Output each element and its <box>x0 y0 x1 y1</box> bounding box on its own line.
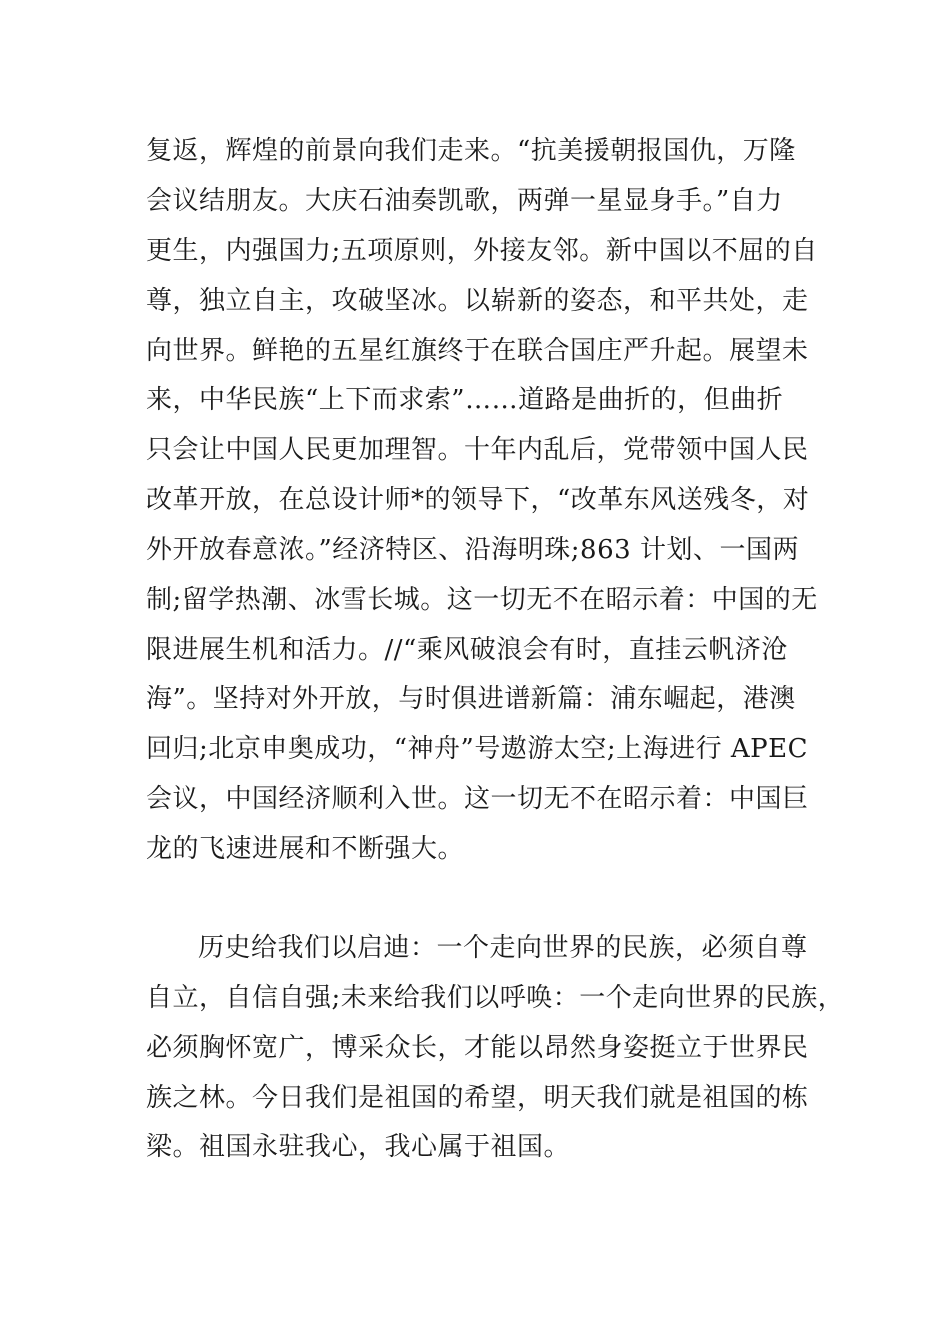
text-line: 更生，内强国力;五项原则，外接友邻。新中国以不屈的自 <box>146 236 818 266</box>
text-line: 复返，辉煌的前景向我们走来。“抗美援朝报国仇，万隆 <box>146 136 796 166</box>
text-line: 会议，中国经济顺利入世。这一切无不在昭示着：中国巨 <box>146 784 809 814</box>
text-line: 向世界。鲜艳的五星红旗终于在联合国庄严升起。展望未 <box>146 336 809 366</box>
text-line: 尊，独立自主，攻破坚冰。以崭新的姿态，和平共处，走 <box>146 286 809 316</box>
text-line: 外开放春意浓。”经济特区、沿海明珠;863 计划、一国两 <box>146 535 799 565</box>
text-line: 改革开放，在总设计师*的领导下，“改革东风送残冬，对 <box>146 485 810 515</box>
text-line: 梁。祖国永驻我心，我心属于祖国。 <box>146 1132 571 1162</box>
text-line: 自立，自信自强;未来给我们以呼唤：一个走向世界的民族， <box>146 983 845 1013</box>
text-line: 只会让中国人民更加理智。十年内乱后，党带领中国人民 <box>146 435 809 465</box>
text-line: 族之林。今日我们是祖国的希望，明天我们就是祖国的栋 <box>146 1083 809 1113</box>
text-line: 海”。坚持对外开放，与时俱进谱新篇：浦东崛起，港澳 <box>146 684 796 714</box>
text-line: 会议结朋友。大庆石油奏凯歌，两弹一星显身手。”自力 <box>146 186 783 216</box>
text-line: 必须胸怀宽广，博采众长，才能以昂然身姿挺立于世界民 <box>146 1033 809 1063</box>
text-line: 来，中华民族“上下而求索”……道路是曲折的，但曲折 <box>146 385 784 415</box>
text-line: 龙的飞速进展和不断强大。 <box>146 834 465 864</box>
text-line: 历史给我们以启迪：一个走向世界的民族，必须自尊 <box>198 933 808 963</box>
text-line: 回归;北京申奥成功，“神舟”号遨游太空;上海进行 APEC <box>146 734 809 764</box>
text-line: 限进展生机和活力。//“乘风破浪会有时，直挂云帆济沧 <box>146 635 788 665</box>
text-line: 制;留学热潮、冰雪长城。这一切无不在昭示着：中国的无 <box>146 585 818 615</box>
